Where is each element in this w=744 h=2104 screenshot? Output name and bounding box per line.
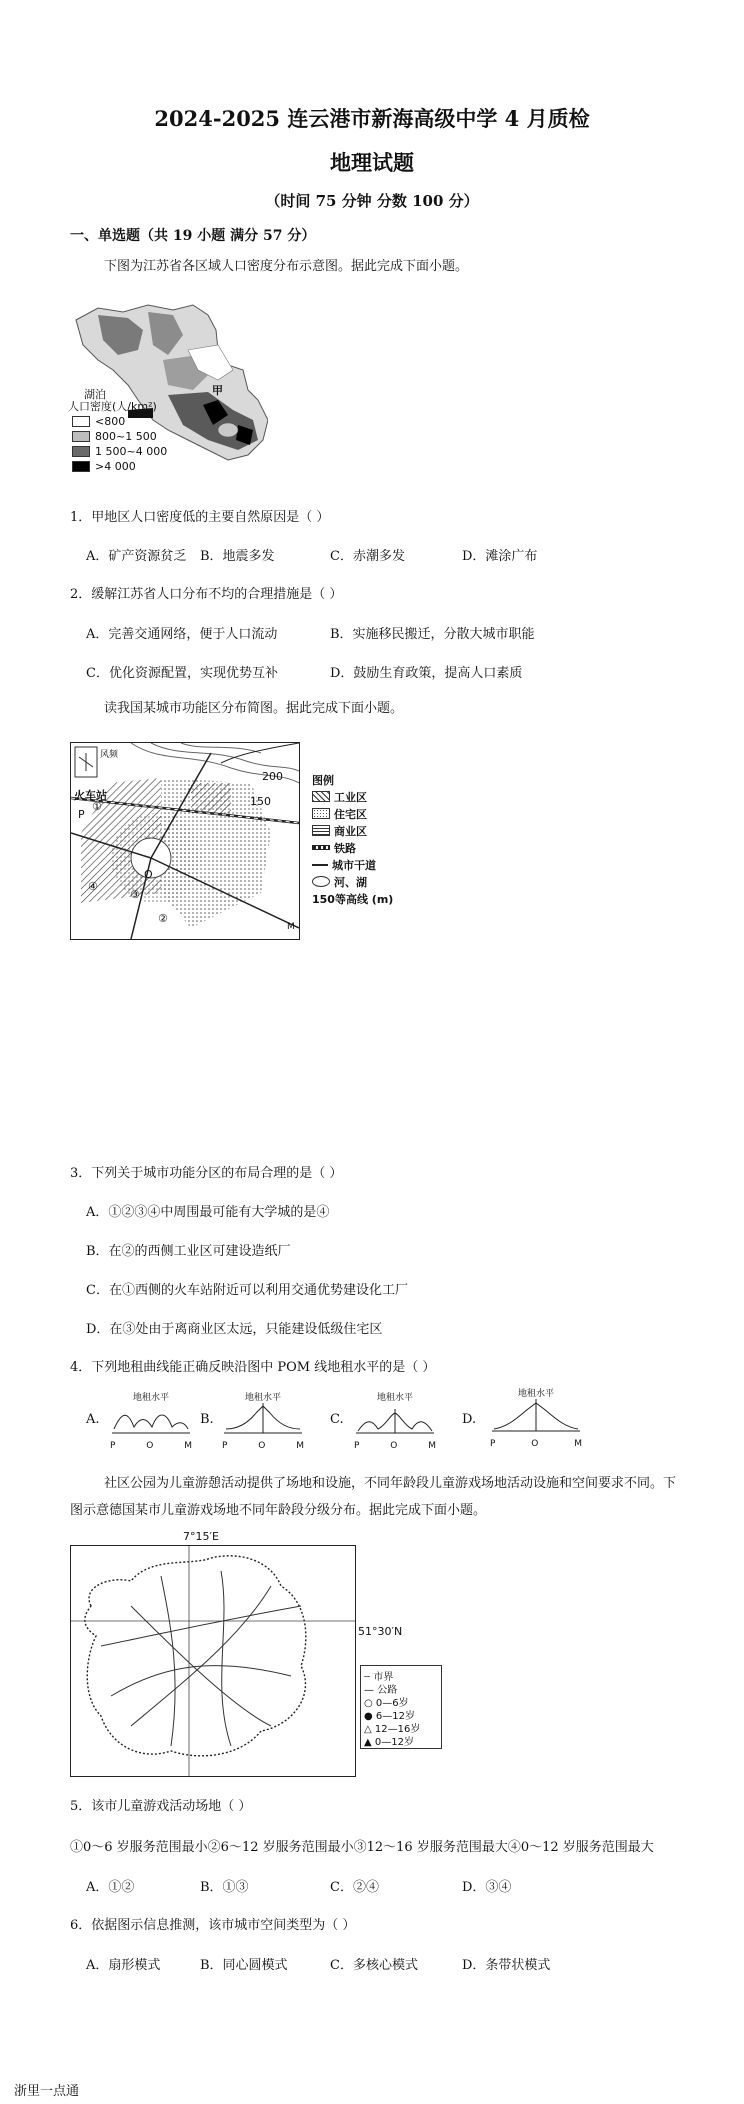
q1-option-c: C．赤潮多发 xyxy=(330,549,405,564)
legend-swatch xyxy=(72,416,90,427)
rent-axis xyxy=(110,1441,192,1451)
intro-1: 下图为江苏省各区域人口密度分布示意图。据此完成下面小题。 xyxy=(104,259,469,274)
map3-latitude: 51°30′N xyxy=(358,1625,403,1638)
intro-2: 读我国某城市功能区分布简图。据此完成下面小题。 xyxy=(104,701,404,716)
playground-map xyxy=(70,1545,356,1777)
map2-point-p: P xyxy=(78,808,85,821)
map1-jia-label: 甲 xyxy=(212,384,223,397)
legend-label: 铁路 xyxy=(334,841,356,855)
q2-option-c: C．优化资源配置，实现优势互补 xyxy=(86,666,278,681)
footer-watermark: 浙里一点通 xyxy=(14,2084,80,2099)
exam-title: 2024-2025 连云港市新海高级中学 4 月质检 xyxy=(154,106,590,131)
q6-option-c: C．多核心模式 xyxy=(330,1958,418,1973)
legend-label: 商业区 xyxy=(334,824,367,838)
map2-point-4: ④ xyxy=(88,880,98,893)
legend-label: 150等高线 (m) xyxy=(312,892,394,906)
axis-p: P xyxy=(354,1441,360,1451)
map2-contour-150: 150 xyxy=(250,795,271,808)
map2-legend-item xyxy=(312,822,432,839)
axis-p: P xyxy=(110,1441,116,1451)
axis-m: M xyxy=(428,1441,436,1451)
axis-o: O xyxy=(258,1441,266,1451)
rent-axis xyxy=(354,1441,436,1451)
intro-3a: 社区公园为儿童游憩活动提供了场地和设施，不同年龄段儿童游戏场地活动设施和空间要求不同。下 xyxy=(104,1476,677,1491)
rent-curve-title: 地租水平 xyxy=(132,1393,169,1403)
axis-m: M xyxy=(296,1441,304,1451)
legend-label: 城市干道 xyxy=(332,858,376,872)
filled-triangle-icon: ▲ xyxy=(364,1737,375,1748)
map1-legend-item xyxy=(72,414,192,429)
legend-label: 12—16岁 xyxy=(374,1724,421,1735)
q6-stem: 6．依据图示信息推测，该市城市空间类型为（ ） xyxy=(70,1918,356,1933)
map2-legend-item xyxy=(312,839,432,856)
rent-curve-b xyxy=(222,1390,304,1450)
exam-time-score: （时间 75 分钟 分数 100 分） xyxy=(265,192,479,210)
axis-p: P xyxy=(222,1441,228,1451)
q3-option-d: D．在③处由于离商业区太远，只能建设低级住宅区 xyxy=(86,1322,383,1337)
q5-statements: ①0～6 岁服务范围最小②6～12 岁服务范围最小③12～16 岁服务范围最大④0～12 岁服务范围最大 xyxy=(70,1840,654,1855)
map2-station-label: 火车站 xyxy=(74,789,107,802)
legend-label: 市界 xyxy=(373,1672,394,1683)
map2-point-1: ① xyxy=(92,800,102,813)
q4-option-d-label: D. xyxy=(462,1412,477,1427)
rent-curve-title: 地租水平 xyxy=(244,1393,281,1403)
q5-option-b: B．①③ xyxy=(200,1880,249,1895)
legend-swatch xyxy=(72,431,90,442)
axis-o: O xyxy=(390,1441,398,1451)
map2-legend xyxy=(312,772,432,907)
map3-longitude: 7°15′E xyxy=(183,1530,219,1543)
map2-point-m: M xyxy=(287,922,295,932)
rent-curve-a xyxy=(110,1390,192,1450)
map3-legend-item xyxy=(364,1668,438,1681)
q6-option-a: A．扇形模式 xyxy=(86,1958,161,1973)
map2-point-o: O xyxy=(144,868,153,881)
open-triangle-icon: △ xyxy=(364,1724,375,1735)
q3-option-a: A．①②③④中周围最可能有大学城的是④ xyxy=(86,1205,330,1220)
filled-circle-icon: ● xyxy=(364,1711,376,1722)
map3-legend-item xyxy=(364,1694,438,1707)
legend-swatch xyxy=(72,461,90,472)
legend-label: 0—12岁 xyxy=(374,1737,414,1748)
q2-option-d: D．鼓励生育政策，提高人口素质 xyxy=(330,666,523,681)
q1-stem: 1．甲地区人口密度低的主要自然原因是（ ） xyxy=(70,510,330,525)
railway-swatch xyxy=(312,845,330,850)
q2-stem: 2．缓解江苏省人口分布不均的合理措施是（ ） xyxy=(70,587,343,602)
legend-label: 工业区 xyxy=(334,790,367,804)
legend-label: <800 xyxy=(95,415,126,428)
axis-o: O xyxy=(146,1441,154,1451)
map3-legend-item xyxy=(364,1733,438,1746)
map2-legend-item xyxy=(312,856,432,873)
q5-option-c: C．②④ xyxy=(330,1880,379,1895)
map2-legend-item xyxy=(312,890,432,907)
legend-swatch xyxy=(72,446,90,457)
map2-point-3: ③ xyxy=(130,888,140,901)
legend-label: 河、湖 xyxy=(334,875,367,889)
legend-label: 6—12岁 xyxy=(375,1711,415,1722)
q4-stem: 4．下列地租曲线能正确反映沿图中 POM 线地租水平的是（ ） xyxy=(70,1360,436,1375)
map2-legend-item xyxy=(312,873,432,890)
map3-legend xyxy=(360,1665,442,1749)
map1-legend-item xyxy=(72,429,192,444)
q5-option-d: D．③④ xyxy=(462,1880,512,1895)
map1-lake-label: 湖泊 xyxy=(84,388,106,401)
axis-m: M xyxy=(184,1441,192,1451)
section-heading: 一、单选题（共 19 小题 满分 57 分） xyxy=(70,228,316,244)
axis-m: M xyxy=(574,1439,582,1449)
q3-option-b: B．在②的西侧工业区可建设造纸厂 xyxy=(86,1244,291,1259)
q3-option-c: C．在①西侧的火车站附近可以利用交通优势建设化工厂 xyxy=(86,1283,408,1298)
q2-option-a: A．完善交通网络，便于人口流动 xyxy=(86,627,278,642)
legend-label: 住宅区 xyxy=(334,807,367,821)
legend-label: 0—6岁 xyxy=(375,1698,409,1709)
open-circle-icon: ○ xyxy=(364,1698,376,1709)
q1-option-a: A．矿产资源贫乏 xyxy=(86,549,187,564)
q5-option-a: A．①② xyxy=(86,1880,135,1895)
map2-point-2: ② xyxy=(158,912,168,925)
river-swatch xyxy=(312,876,330,887)
map2-contour-200: 200 xyxy=(262,770,283,783)
map3-legend-item xyxy=(364,1681,438,1694)
rent-axis xyxy=(222,1441,304,1451)
rent-curve-title: 地租水平 xyxy=(517,1389,554,1399)
q5-stem: 5．该市儿童游戏活动场地（ ） xyxy=(70,1799,252,1814)
map3-legend-item xyxy=(364,1720,438,1733)
q4-option-b-label: B. xyxy=(200,1412,214,1427)
legend-swatch xyxy=(312,825,330,836)
map2-legend-item xyxy=(312,788,432,805)
q4-option-a-label: A. xyxy=(86,1412,100,1427)
q1-option-b: B．地震多发 xyxy=(200,549,275,564)
map2-legend-item xyxy=(312,805,432,822)
rent-curve-title: 地租水平 xyxy=(376,1393,413,1403)
map1-legend-item xyxy=(72,459,192,474)
q6-option-b: B．同心圆模式 xyxy=(200,1958,288,1973)
map2-legend-title: 图例 xyxy=(312,774,334,787)
legend-swatch xyxy=(312,808,330,819)
map2-wind-label: 风频 xyxy=(100,750,119,760)
q6-option-d: D．条带状模式 xyxy=(462,1958,551,1973)
legend-label: 公路 xyxy=(377,1685,398,1696)
intro-3b: 图示意德国某市儿童游戏场地不同年龄段分级分布。据此完成下面小题。 xyxy=(70,1503,487,1518)
legend-label: 1 500~4 000 xyxy=(95,445,168,458)
map1-legend xyxy=(72,414,192,474)
axis-p: P xyxy=(490,1439,496,1449)
q1-option-d: D．滩涂广布 xyxy=(462,549,538,564)
boundary-icon: ┄ xyxy=(364,1672,374,1683)
axis-o: O xyxy=(531,1439,539,1449)
q4-option-c-label: C. xyxy=(330,1412,344,1427)
map1-density-label: 人口密度(人/km²) xyxy=(68,400,157,413)
rent-curve-d xyxy=(490,1386,582,1450)
legend-swatch xyxy=(312,791,330,802)
road-swatch xyxy=(312,864,328,866)
legend-label: 800~1 500 xyxy=(95,430,157,443)
rent-curve-c xyxy=(354,1390,436,1450)
exam-subtitle: 地理试题 xyxy=(330,150,414,175)
rent-axis xyxy=(490,1439,582,1449)
map1-legend-item xyxy=(72,444,192,459)
q2-option-b: B．实施移民搬迁，分散大城市职能 xyxy=(330,627,535,642)
road-icon: — xyxy=(364,1685,378,1696)
q3-stem: 3．下列关于城市功能分区的布局合理的是（ ） xyxy=(70,1166,343,1181)
legend-label: >4 000 xyxy=(95,460,136,473)
map3-legend-item xyxy=(364,1707,438,1720)
